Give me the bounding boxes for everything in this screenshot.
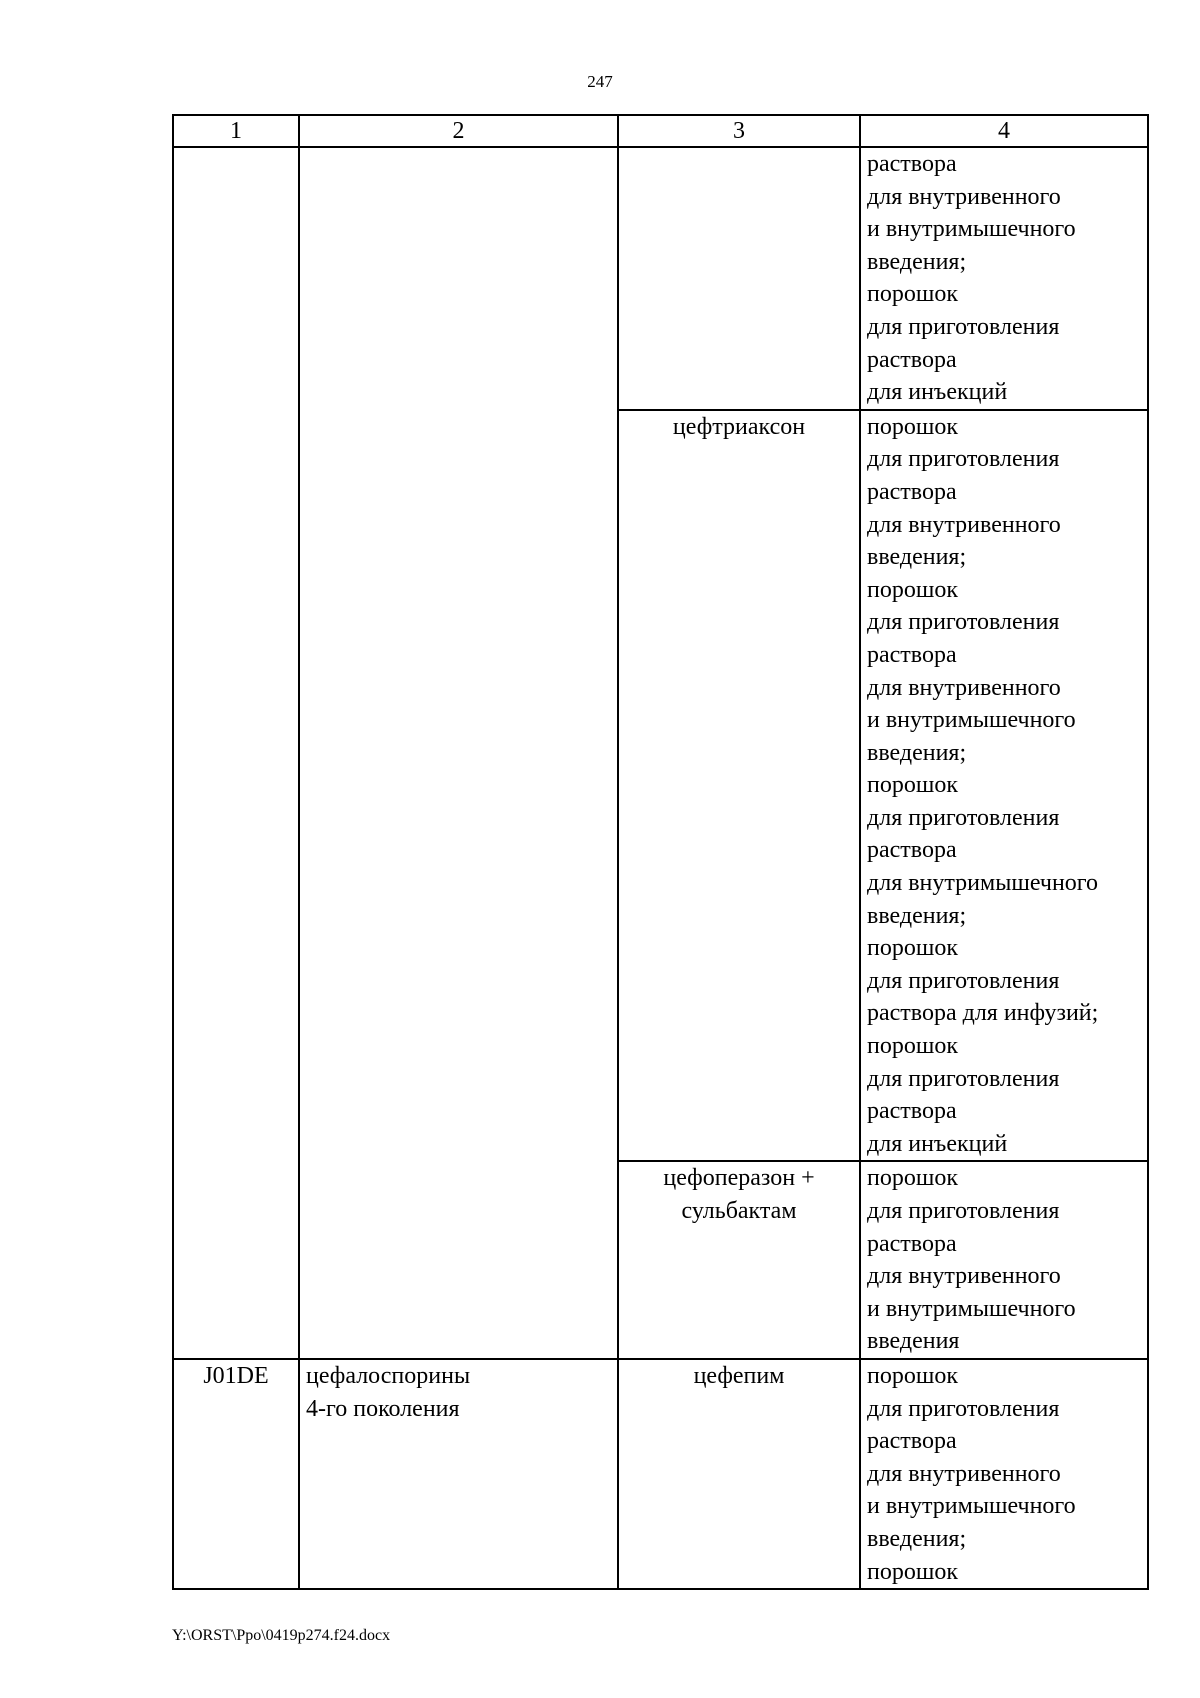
- drug-name-cell: цефепим: [618, 1359, 860, 1589]
- column-header: 3: [618, 115, 860, 147]
- column-header: 2: [299, 115, 618, 147]
- group-cell: цефалоспорины 4-го поколения: [299, 1359, 618, 1589]
- group-cell: [299, 147, 618, 1359]
- atc-code-cell: [173, 147, 299, 1359]
- dosage-form-cell: порошок для приготовления раствора для внутривенного введения; порошок для приготовления раствора для внутривенного и внутримышечного введения; порошок для приготовления раствора для внутримышечного введения; порошок для приготовления раствора для инфузий; порошок для приготовления раствора для инъекций: [860, 410, 1148, 1162]
- drug-table: [172, 114, 1149, 1590]
- table-row: [173, 1359, 1148, 1589]
- table-row: [173, 147, 1148, 410]
- page-number: 247: [587, 72, 613, 91]
- drug-name-cell: [618, 147, 860, 410]
- dosage-form-cell: порошок для приготовления раствора для внутривенного и внутримышечного введения; порошок: [860, 1359, 1148, 1589]
- dosage-form-cell: порошок для приготовления раствора для внутривенного и внутримышечного введения: [860, 1161, 1148, 1359]
- footer-file-path: Y:\ORST\Ppo\0419p274.f24.docx: [172, 1627, 391, 1644]
- table-header-row: [173, 115, 1148, 147]
- column-header: 4: [860, 115, 1148, 147]
- drug-name-cell: цефоперазон + сульбактам: [618, 1161, 860, 1359]
- column-header: 1: [173, 115, 299, 147]
- atc-code-cell: J01DE: [173, 1359, 299, 1589]
- dosage-form-cell: раствора для внутривенного и внутримышечного введения; порошок для приготовления раствора для инъекций: [860, 147, 1148, 410]
- drug-name-cell: цефтриаксон: [618, 410, 860, 1162]
